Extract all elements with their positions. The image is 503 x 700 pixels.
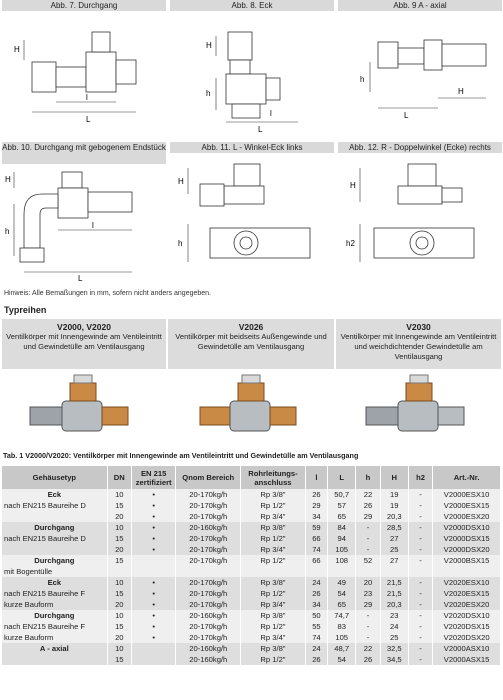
table-cell: 21,5: [380, 577, 408, 588]
table-cell: 20-170kg/h: [176, 500, 241, 511]
table-cell: •: [131, 489, 175, 500]
table-cell: 20,3: [380, 599, 408, 610]
dim-label: H: [14, 45, 20, 54]
table-cell: 15: [107, 654, 131, 665]
dim-label: h: [5, 227, 10, 236]
table-cell: V2000ESX10: [433, 489, 501, 500]
table-cell: 74: [305, 632, 327, 643]
figure-eck: [170, 0, 334, 142]
table-row: [2, 566, 501, 577]
figures-grid: [0, 0, 503, 284]
type-description: Ventilkörper mit beidseits Außengewinde und Gewindetülle am Ventilausgang: [175, 332, 327, 351]
figure-doppelwinkel-rechts: [338, 142, 502, 284]
figure-axial: [338, 0, 502, 142]
table-cell: 74: [305, 544, 327, 555]
figure-durchgang-bogen: [2, 142, 166, 284]
table-cell: 20: [107, 632, 131, 643]
table-cell: [131, 643, 175, 654]
table-cell: 32,5: [380, 643, 408, 654]
table-cell: 105: [328, 544, 356, 555]
table-cell: [131, 566, 175, 577]
table-cell: Rp 1/2": [241, 588, 306, 599]
table-cell: 29: [356, 599, 380, 610]
table-row: [2, 555, 501, 566]
table-cell: •: [131, 621, 175, 632]
col-header: h: [356, 466, 380, 489]
table-cell: V2000ESX15: [433, 500, 501, 511]
table-cell: 23: [356, 588, 380, 599]
dim-label: l: [92, 221, 94, 230]
table-cell: 27: [380, 555, 408, 566]
table-header-row: [2, 466, 501, 489]
table-cell: 34: [305, 511, 327, 522]
table-cell: 66: [305, 555, 327, 566]
table-cell: 108: [328, 555, 356, 566]
table-cell: 20-170kg/h: [176, 511, 241, 522]
table-cell: 22: [356, 489, 380, 500]
valve-straight-drawing: [2, 12, 166, 140]
table-cell: 20: [107, 599, 131, 610]
table-cell: nach EN215 Baureihe F: [2, 621, 107, 632]
dim-label: H: [206, 41, 212, 50]
table-cell: -: [408, 610, 432, 621]
table-cell: 15: [107, 555, 131, 566]
table-cell: 20-160kg/h: [176, 610, 241, 621]
table-cell: 20-170kg/h: [176, 621, 241, 632]
table-cell: 65: [328, 511, 356, 522]
table-cell: 10: [107, 643, 131, 654]
table-cell: 20-170kg/h: [176, 544, 241, 555]
table-cell: A - axial: [2, 643, 107, 654]
table-cell: 20-170kg/h: [176, 533, 241, 544]
table-cell: 10: [107, 610, 131, 621]
table-cell: nach EN215 Baureihe D: [2, 533, 107, 544]
table-row: [2, 489, 501, 500]
col-header: l: [305, 466, 327, 489]
table-cell: 20: [107, 544, 131, 555]
figure-title: Abb. 7. Durchgang: [2, 0, 166, 11]
table-cell: 28,5: [380, 522, 408, 533]
dim-label: L: [404, 111, 409, 120]
figure-title: Abb. 12. R - Doppelwinkel (Ecke) rechts: [338, 142, 502, 153]
table-cell: 20-170kg/h: [176, 588, 241, 599]
table-cell: V2020DSX10: [433, 610, 501, 621]
table-cell: [176, 566, 241, 577]
table-cell: [305, 566, 327, 577]
table-cell: V2000BSX15: [433, 555, 501, 566]
table-row: [2, 599, 501, 610]
dim-label: h2: [346, 239, 355, 248]
table-cell: 29: [356, 511, 380, 522]
table-cell: [2, 511, 107, 522]
dim-label: L: [258, 125, 263, 134]
table-cell: 84: [328, 522, 356, 533]
table-cell: 57: [328, 500, 356, 511]
table-cell: Rp 3/8": [241, 577, 306, 588]
table-cell: 15: [107, 621, 131, 632]
table-cell: [2, 544, 107, 555]
table-cell: 26: [305, 588, 327, 599]
table-cell: 20-160kg/h: [176, 654, 241, 665]
table-cell: Rp 3/4": [241, 599, 306, 610]
col-header: Qnom Bereich: [176, 466, 241, 489]
type-name: V2000, V2020: [57, 322, 111, 332]
table-cell: 20: [107, 511, 131, 522]
table-cell: 55: [305, 621, 327, 632]
table-cell: 49: [328, 577, 356, 588]
table-cell: 34: [305, 599, 327, 610]
table-cell: •: [131, 500, 175, 511]
table-cell: 20-170kg/h: [176, 577, 241, 588]
table-cell: •: [131, 599, 175, 610]
table-cell: 20-160kg/h: [176, 522, 241, 533]
table-cell: 24: [305, 577, 327, 588]
dimension-note: Hinweis: Alle Bemaßungen in mm, sofern nicht anders angegeben.: [4, 290, 212, 297]
table-cell: [131, 555, 175, 566]
table-cell: 24: [305, 643, 327, 654]
table-cell: Durchgang: [2, 610, 107, 621]
table-cell: [107, 566, 131, 577]
table-cell: -: [408, 533, 432, 544]
table-cell: 20-170kg/h: [176, 599, 241, 610]
table-cell: 66: [305, 533, 327, 544]
table-cell: 65: [328, 599, 356, 610]
table-cell: [131, 654, 175, 665]
table-cell: V2020DSX15: [433, 621, 501, 632]
table-cell: -: [356, 621, 380, 632]
table-cell: 19: [380, 500, 408, 511]
table-cell: 10: [107, 577, 131, 588]
dim-label: H: [178, 177, 184, 186]
dim-label: L: [78, 274, 83, 282]
table-row: [2, 544, 501, 555]
table-row: [2, 621, 501, 632]
table-cell: •: [131, 632, 175, 643]
table-cell: •: [131, 533, 175, 544]
table-cell: -: [408, 643, 432, 654]
table-row: [2, 522, 501, 533]
table-cell: 26: [356, 654, 380, 665]
table-cell: •: [131, 588, 175, 599]
table-cell: 22: [356, 643, 380, 654]
table-cell: [241, 566, 306, 577]
col-header: Gehäusetyp: [2, 466, 107, 489]
table-cell: -: [356, 533, 380, 544]
table-cell: 15: [107, 533, 131, 544]
dim-label: l: [270, 109, 272, 118]
table-cell: 54: [328, 654, 356, 665]
table-row: [2, 511, 501, 522]
table-cell: Rp 1/2": [241, 654, 306, 665]
table-cell: -: [356, 522, 380, 533]
table-cell: [433, 566, 501, 577]
table-cell: 20-170kg/h: [176, 632, 241, 643]
valve-photo: [2, 369, 166, 444]
table-cell: 74,7: [328, 610, 356, 621]
table-row: [2, 577, 501, 588]
table-cell: Rp 1/2": [241, 500, 306, 511]
table-cell: -: [408, 522, 432, 533]
table-cell: -: [408, 489, 432, 500]
table-cell: •: [131, 511, 175, 522]
type-series: [2, 319, 501, 444]
dim-label: H: [5, 175, 11, 184]
table-cell: 105: [328, 632, 356, 643]
table-cell: Durchgang: [2, 555, 107, 566]
type-name: V2030: [406, 322, 431, 332]
dim-label: H: [350, 181, 356, 190]
table-cell: 26: [305, 654, 327, 665]
dim-label: h: [178, 239, 183, 248]
table-cell: Rp 3/8": [241, 643, 306, 654]
table-cell: V2020ESX20: [433, 599, 501, 610]
dim-label: h: [206, 89, 211, 98]
table-cell: -: [408, 500, 432, 511]
table-cell: 26: [305, 489, 327, 500]
type-name: V2026: [238, 322, 264, 332]
figure-durchgang: [2, 0, 166, 142]
type-card: [336, 319, 501, 444]
dim-label: h: [360, 75, 365, 84]
table-cell: -: [408, 511, 432, 522]
col-header: L: [328, 466, 356, 489]
types-heading: Typreihen: [4, 305, 47, 315]
figure-title: Abb. 9 A - axial: [338, 0, 502, 11]
table-cell: -: [356, 632, 380, 643]
table-cell: •: [131, 610, 175, 621]
table-cell: •: [131, 544, 175, 555]
table-cell: -: [408, 621, 432, 632]
table-cell: [408, 566, 432, 577]
table-cell: 94: [328, 533, 356, 544]
table-cell: kurze Bauform: [2, 599, 107, 610]
table-cell: Rp 3/8": [241, 489, 306, 500]
table-cell: [328, 566, 356, 577]
table-cell: nach EN215 Baureihe F: [2, 588, 107, 599]
valve-axial-drawing: [338, 12, 502, 140]
table-cell: 15: [107, 500, 131, 511]
table-cell: mit Bogentülle: [2, 566, 107, 577]
table-cell: 50: [305, 610, 327, 621]
table-row: [2, 643, 501, 654]
type-card: [168, 319, 334, 444]
table-row: [2, 533, 501, 544]
table-cell: -: [408, 599, 432, 610]
table-cell: 83: [328, 621, 356, 632]
table-row: [2, 500, 501, 511]
table-cell: 59: [305, 522, 327, 533]
type-description: Ventilkörper mit Innengewinde am Ventileintritt und Gewindetülle am Ventilausgang: [6, 332, 162, 351]
dim-label: H: [458, 87, 464, 96]
table-cell: 10: [107, 522, 131, 533]
col-header: H: [380, 466, 408, 489]
table-cell: Rp 3/8": [241, 610, 306, 621]
spec-table: [2, 466, 501, 665]
dim-label: l: [86, 93, 88, 102]
valve-left-angle-drawing: [170, 154, 334, 282]
table-caption: Tab. 1 V2000/V2020: Ventilkörper mit Innengewinde am Ventileintritt und Gewindetülle am Ventilausgang: [3, 451, 359, 460]
table-cell: nach EN215 Baureihe D: [2, 500, 107, 511]
table-cell: [356, 566, 380, 577]
table-cell: 20,3: [380, 511, 408, 522]
table-cell: 34,5: [380, 654, 408, 665]
col-header: Rohrleitungs-anschluss: [241, 466, 306, 489]
table-cell: 15: [107, 588, 131, 599]
table-cell: 48,7: [328, 643, 356, 654]
table-cell: Rp 1/2": [241, 533, 306, 544]
table-cell: 20-170kg/h: [176, 489, 241, 500]
table-cell: V2020ESX10: [433, 577, 501, 588]
table-cell: 29: [305, 500, 327, 511]
table-cell: -: [356, 610, 380, 621]
table-cell: V2000ESX20: [433, 511, 501, 522]
table-cell: -: [408, 555, 432, 566]
table-cell: -: [408, 544, 432, 555]
table-row: [2, 654, 501, 665]
valve-bent-drawing: [2, 164, 166, 282]
table-row: [2, 588, 501, 599]
table-cell: Rp 3/4": [241, 632, 306, 643]
figure-title: Abb. 8. Eck: [170, 0, 334, 11]
table-cell: -: [408, 632, 432, 643]
table-cell: 20-170kg/h: [176, 555, 241, 566]
table-cell: •: [131, 522, 175, 533]
table-cell: V2020DSX20: [433, 632, 501, 643]
table-row: [2, 632, 501, 643]
table-cell: Rp 3/4": [241, 544, 306, 555]
table-cell: 54: [328, 588, 356, 599]
table-cell: V2000DSX10: [433, 522, 501, 533]
col-header: h2: [408, 466, 432, 489]
type-description: Ventilkörper mit Innengewinde am Ventileintritt und weichdichtender Gewindetülle am Ventilausgang: [340, 332, 497, 361]
table-cell: 24: [380, 621, 408, 632]
table-cell: -: [356, 544, 380, 555]
table-cell: V2000ASX10: [433, 643, 501, 654]
table-cell: 52: [356, 555, 380, 566]
table-cell: 26: [356, 500, 380, 511]
table-cell: 19: [380, 489, 408, 500]
valve-photo: [336, 369, 501, 444]
table-cell: Rp 1/2": [241, 555, 306, 566]
table-cell: V2020ESX15: [433, 588, 501, 599]
dim-label: L: [86, 115, 91, 124]
figure-title: Abb. 11. L - Winkel-Eck links: [170, 142, 334, 153]
table-cell: -: [408, 654, 432, 665]
table-row: [2, 610, 501, 621]
col-header: DN: [107, 466, 131, 489]
table-cell: 10: [107, 489, 131, 500]
table-cell: [2, 654, 107, 665]
table-cell: 23: [380, 610, 408, 621]
table-cell: V2000DSX20: [433, 544, 501, 555]
table-cell: V2000ASX15: [433, 654, 501, 665]
table-cell: 20: [356, 577, 380, 588]
table-cell: Eck: [2, 577, 107, 588]
table-cell: -: [408, 588, 432, 599]
valve-photo: [168, 369, 334, 444]
table-cell: -: [408, 577, 432, 588]
table-cell: 50,7: [328, 489, 356, 500]
table-cell: 20-160kg/h: [176, 643, 241, 654]
figure-winkel-links: [170, 142, 334, 284]
type-card: [2, 319, 166, 444]
valve-double-angle-drawing: [338, 154, 502, 282]
table-cell: Rp 3/8": [241, 522, 306, 533]
col-header: Art.-Nr.: [433, 466, 501, 489]
col-header: EN 215 zertifiziert: [131, 466, 175, 489]
figure-title: Abb. 10. Durchgang mit gebogenem Endstück: [2, 142, 166, 164]
table-cell: 27: [380, 533, 408, 544]
table-cell: 25: [380, 632, 408, 643]
table-cell: [380, 566, 408, 577]
table-cell: Eck: [2, 489, 107, 500]
table-cell: V2000DSX15: [433, 533, 501, 544]
table-cell: kurze Bauform: [2, 632, 107, 643]
table-cell: •: [131, 577, 175, 588]
table-cell: Rp 1/2": [241, 621, 306, 632]
table-cell: 21,5: [380, 588, 408, 599]
valve-angle-drawing: [170, 12, 334, 140]
table-cell: Durchgang: [2, 522, 107, 533]
table-cell: Rp 3/4": [241, 511, 306, 522]
table-cell: 25: [380, 544, 408, 555]
